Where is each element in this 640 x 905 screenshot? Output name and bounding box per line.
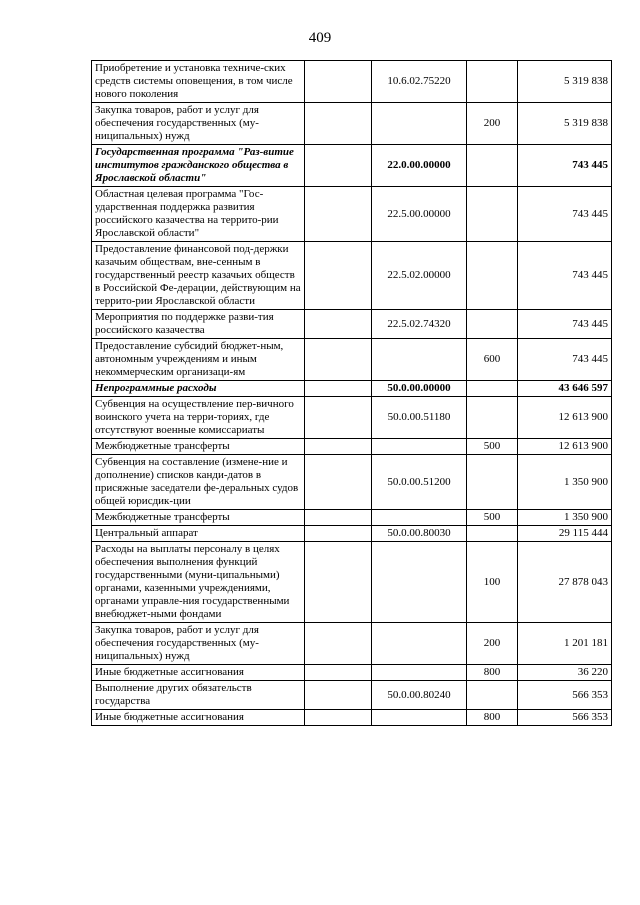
row-sum-cell: 743 445: [518, 310, 612, 339]
row-code-cell: 22.5.00.00000: [372, 187, 467, 242]
row-expense-type-cell: 200: [467, 623, 518, 665]
row-empty-cell: [305, 145, 372, 187]
row-expense-type-cell: 500: [467, 439, 518, 455]
table-row: [92, 439, 612, 455]
row-empty-cell: [305, 61, 372, 103]
row-name-cell: Непрограммные расходы: [92, 381, 305, 397]
table-row: [92, 339, 612, 381]
row-sum-cell: 1 350 900: [518, 510, 612, 526]
row-code-cell: 22.5.02.00000: [372, 242, 467, 310]
row-empty-cell: [305, 710, 372, 726]
table-row: [92, 242, 612, 310]
row-name-cell: Выполнение других обязательств государства: [92, 681, 305, 710]
row-empty-cell: [305, 665, 372, 681]
row-empty-cell: [305, 242, 372, 310]
row-expense-type-cell: 800: [467, 710, 518, 726]
table-row: [92, 510, 612, 526]
row-empty-cell: [305, 526, 372, 542]
row-sum-cell: 36 220: [518, 665, 612, 681]
table-row: [92, 103, 612, 145]
row-code-cell: 50.0.00.00000: [372, 381, 467, 397]
row-empty-cell: [305, 397, 372, 439]
table-row: [92, 187, 612, 242]
budget-table: [91, 60, 612, 726]
row-name-cell: Областная целевая программа "Гос-ударственная поддержка развития российского казачества на террито-рии Ярославской области": [92, 187, 305, 242]
row-sum-cell: 743 445: [518, 187, 612, 242]
row-empty-cell: [305, 310, 372, 339]
row-empty-cell: [305, 103, 372, 145]
row-empty-cell: [305, 542, 372, 623]
table-row: [92, 145, 612, 187]
row-expense-type-cell: [467, 61, 518, 103]
row-sum-cell: 5 319 838: [518, 103, 612, 145]
row-code-cell: [372, 339, 467, 381]
row-name-cell: Межбюджетные трансферты: [92, 510, 305, 526]
row-sum-cell: 566 353: [518, 681, 612, 710]
row-code-cell: 50.0.00.51180: [372, 397, 467, 439]
row-expense-type-cell: 800: [467, 665, 518, 681]
row-name-cell: Государственная программа "Раз-витие институтов гражданского общества в Ярославской области": [92, 145, 305, 187]
row-code-cell: [372, 510, 467, 526]
row-name-cell: Субвенция на составление (измене-ние и дополнение) списков канди-датов в присяжные заседатели фе-деральных судов общей юрисдик-ции: [92, 455, 305, 510]
row-expense-type-cell: [467, 526, 518, 542]
row-code-cell: [372, 103, 467, 145]
row-sum-cell: 1 201 181: [518, 623, 612, 665]
row-sum-cell: 12 613 900: [518, 439, 612, 455]
table-row: [92, 61, 612, 103]
row-code-cell: [372, 439, 467, 455]
row-sum-cell: 743 445: [518, 145, 612, 187]
row-name-cell: Расходы на выплаты персоналу в целях обеспечения выполнения функций государственными (муни-ципальными) органами, казенными учреждениями, органами управле-ния государственными внебюджет-ными фондами: [92, 542, 305, 623]
row-name-cell: Иные бюджетные ассигнования: [92, 710, 305, 726]
row-name-cell: Межбюджетные трансферты: [92, 439, 305, 455]
table-row: [92, 310, 612, 339]
row-empty-cell: [305, 681, 372, 710]
row-sum-cell: 743 445: [518, 242, 612, 310]
row-sum-cell: 43 646 597: [518, 381, 612, 397]
row-name-cell: Субвенция на осуществление пер-вичного воинского учета на терри-ториях, где отсутствуют военные комиссариаты: [92, 397, 305, 439]
row-sum-cell: 743 445: [518, 339, 612, 381]
row-name-cell: Закупка товаров, работ и услуг для обеспечения государственных (му-ниципальных) нужд: [92, 103, 305, 145]
table-row: [92, 381, 612, 397]
row-sum-cell: 566 353: [518, 710, 612, 726]
row-expense-type-cell: [467, 455, 518, 510]
row-expense-type-cell: [467, 187, 518, 242]
row-expense-type-cell: [467, 310, 518, 339]
row-expense-type-cell: 100: [467, 542, 518, 623]
row-empty-cell: [305, 455, 372, 510]
row-sum-cell: 29 115 444: [518, 526, 612, 542]
row-expense-type-cell: [467, 681, 518, 710]
row-empty-cell: [305, 381, 372, 397]
row-code-cell: 50.0.00.80030: [372, 526, 467, 542]
budget-table-body: [92, 61, 612, 726]
table-row: [92, 623, 612, 665]
row-name-cell: Предоставление финансовой под-держки казачьим обществам, вне-сенным в государственный реестр казачьих обществ в Российской Фе-дерации, действующим на террито-рии Ярославской области: [92, 242, 305, 310]
row-code-cell: 50.0.00.51200: [372, 455, 467, 510]
table-row: [92, 526, 612, 542]
row-name-cell: Приобретение и установка техниче-ских средств системы оповещения, в том числе нового поколения: [92, 61, 305, 103]
row-name-cell: Закупка товаров, работ и услуг для обеспечения государственных (му-ниципальных) нужд: [92, 623, 305, 665]
table-row: [92, 710, 612, 726]
row-expense-type-cell: [467, 145, 518, 187]
row-name-cell: Предоставление субсидий бюджет-ным, автономным учреждениям и иным некоммерческим организаци-ям: [92, 339, 305, 381]
row-name-cell: Центральный аппарат: [92, 526, 305, 542]
row-code-cell: 50.0.00.80240: [372, 681, 467, 710]
row-code-cell: 10.6.02.75220: [372, 61, 467, 103]
row-sum-cell: 27 878 043: [518, 542, 612, 623]
row-expense-type-cell: 600: [467, 339, 518, 381]
table-row: [92, 397, 612, 439]
row-code-cell: [372, 623, 467, 665]
table-row: [92, 455, 612, 510]
table-row: [92, 681, 612, 710]
row-code-cell: [372, 665, 467, 681]
row-empty-cell: [305, 439, 372, 455]
row-name-cell: Мероприятия по поддержке разви-тия российского казачества: [92, 310, 305, 339]
row-expense-type-cell: 500: [467, 510, 518, 526]
row-expense-type-cell: [467, 397, 518, 439]
row-empty-cell: [305, 339, 372, 381]
row-expense-type-cell: [467, 242, 518, 310]
row-code-cell: 22.0.00.00000: [372, 145, 467, 187]
row-empty-cell: [305, 187, 372, 242]
row-code-cell: 22.5.02.74320: [372, 310, 467, 339]
row-code-cell: [372, 710, 467, 726]
page-number: 409: [308, 30, 332, 46]
row-code-cell: [372, 542, 467, 623]
row-empty-cell: [305, 623, 372, 665]
row-name-cell: Иные бюджетные ассигнования: [92, 665, 305, 681]
table-row: [92, 665, 612, 681]
row-expense-type-cell: 200: [467, 103, 518, 145]
row-expense-type-cell: [467, 381, 518, 397]
row-sum-cell: 5 319 838: [518, 61, 612, 103]
row-sum-cell: 1 350 900: [518, 455, 612, 510]
row-empty-cell: [305, 510, 372, 526]
table-row: [92, 542, 612, 623]
row-sum-cell: 12 613 900: [518, 397, 612, 439]
